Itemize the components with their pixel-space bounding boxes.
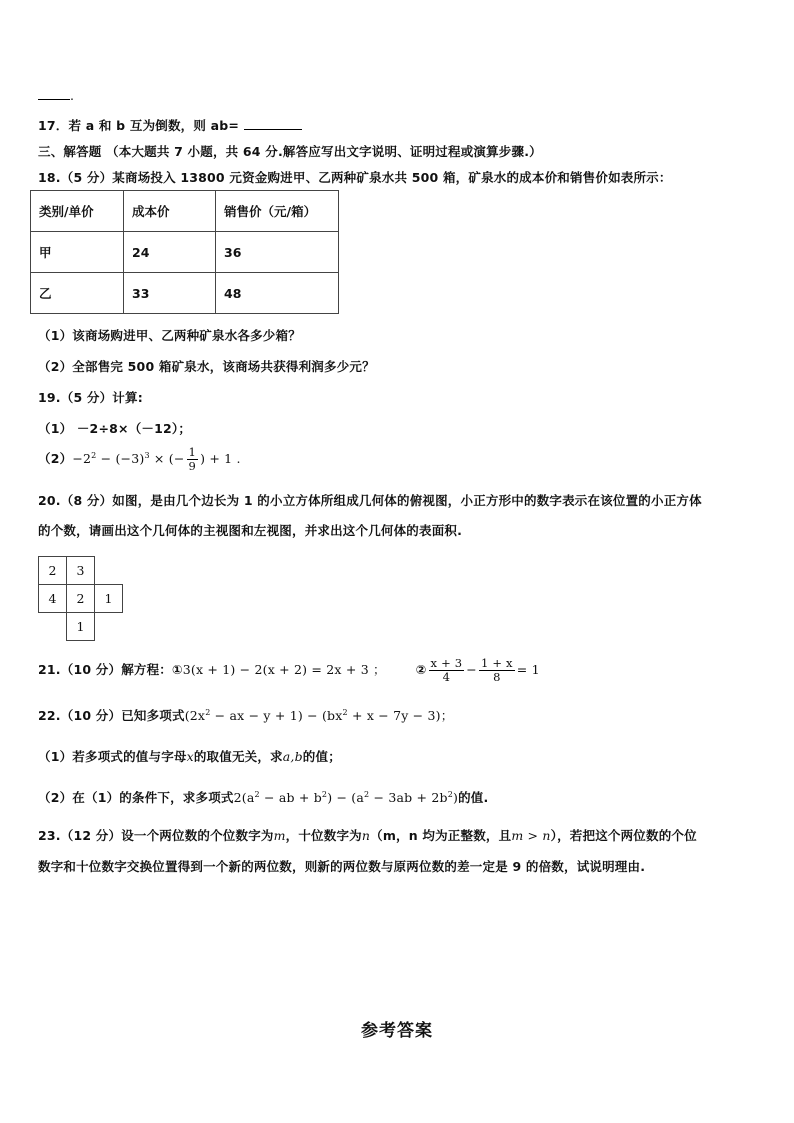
- table-row: [31, 232, 339, 273]
- table-header-cell: 类别/单价: [31, 191, 124, 232]
- question-22-text: 22.（10 分）已知多项式: [38, 708, 185, 723]
- table-header-row: [31, 191, 339, 232]
- question-18-part-2: （2）全部售完 500 箱矿泉水，该商场共获得利润多少元？: [38, 359, 375, 374]
- text: 23.（12 分）设一个两位数的个位数字为: [38, 828, 274, 843]
- tail-punctuation: .: [70, 88, 75, 103]
- exponent: 2: [321, 790, 328, 799]
- price-table: [30, 190, 339, 314]
- equation-2-label: ②: [415, 662, 427, 678]
- denominator: 9: [188, 459, 197, 474]
- answer-blank: [38, 99, 70, 100]
- grid-cell: 3: [66, 556, 95, 585]
- table-cell: 乙: [31, 273, 124, 314]
- polynomial: [185, 708, 441, 723]
- operator: −: [466, 662, 477, 678]
- text: 的值；: [302, 749, 341, 764]
- table-header-cell: 成本价: [124, 191, 216, 232]
- fraction: [429, 657, 465, 684]
- table-cell: 33: [124, 273, 216, 314]
- text: （2）在（1）的条件下，求多项式: [38, 790, 234, 805]
- term: (2x: [184, 708, 206, 723]
- text: （1）若多项式的值与字母: [38, 749, 187, 764]
- term: 2(a: [233, 790, 255, 805]
- inequality: m > n: [511, 828, 551, 843]
- exponent: 2: [91, 451, 97, 461]
- grid-cell: 4: [38, 584, 67, 613]
- text: 的值.: [458, 790, 489, 805]
- term: −2: [72, 451, 92, 467]
- term: ) + 1 .: [200, 451, 241, 467]
- table-cell: 24: [124, 232, 216, 273]
- variable: a,b: [282, 749, 303, 764]
- variable: m: [273, 828, 286, 843]
- grid-cell: 2: [38, 556, 67, 585]
- numerator: x + 3: [430, 656, 463, 670]
- question-19-part-2: [38, 446, 241, 473]
- table-cell: 36: [216, 232, 339, 273]
- question-20-line-2: 的个数，请画出这个几何体的主视图和左视图，并求出这个几何体的表面积.: [38, 523, 463, 538]
- question-20-line-1: 20.（8 分）如图，是由几个边长为 1 的小立方体所组成几何体的俯视图，小正方形中的数字表示在该位置的小正方体: [38, 493, 702, 508]
- math-expression: [234, 790, 459, 805]
- math-expression: [72, 445, 241, 474]
- fraction: [479, 657, 515, 684]
- text: （m，n 均为正整数，且: [370, 828, 512, 843]
- question-23-line-2: 数字和十位数字交换位置得到一个新的两位数，则新的两位数与原两位数的差一定是 9 的倍数，试说明理由.: [38, 859, 646, 874]
- exponent: 2: [254, 790, 260, 799]
- question-21: [38, 657, 540, 684]
- exponent: 2: [342, 708, 348, 717]
- question-21-text: 21.（10 分）解方程：①: [38, 662, 183, 678]
- question-19-part-1: （1） －2÷8×（－12）；: [38, 421, 192, 436]
- text: ），若把这个两位数的个位: [550, 828, 697, 843]
- numerator: 1: [188, 445, 197, 459]
- part-label: （2）: [38, 451, 73, 467]
- grid-cell: 2: [66, 584, 95, 613]
- term: − ax − y + 1) − (bx: [210, 708, 343, 723]
- answer-blank: [244, 129, 302, 130]
- question-23-line-1: [38, 826, 697, 844]
- question-18-part-1: （1）该商场购进甲、乙两种矿泉水各多少箱？: [38, 328, 301, 343]
- variable: n: [361, 828, 371, 843]
- denominator: 8: [493, 670, 501, 685]
- text: 的取值无关，求: [193, 749, 283, 764]
- table-cell: 甲: [31, 232, 124, 273]
- separator: ；: [440, 708, 454, 723]
- table-row: [31, 273, 339, 314]
- question-17: [38, 116, 302, 134]
- term: × (−: [149, 451, 185, 467]
- table-cell: 48: [216, 273, 339, 314]
- question-18: 18.（5 分）某商场投入 13800 元资金购进甲、乙两种矿泉水共 500 箱，矿泉水的成本价和销售价如表所示：: [38, 170, 672, 185]
- equation-rhs: = 1: [516, 662, 540, 678]
- exponent: 2: [205, 708, 211, 717]
- exponent: 3: [144, 451, 150, 461]
- table-header-cell: 销售价（元/箱）: [216, 191, 339, 232]
- text: ，十位数字为: [285, 828, 362, 843]
- grid-cell: 1: [66, 612, 95, 641]
- question-17-text: 17．若 a 和 b 互为倒数，则 ab=: [38, 118, 244, 133]
- term: ): [453, 790, 459, 805]
- exponent: 2: [364, 790, 370, 799]
- term: ) − (a: [327, 790, 365, 805]
- fraction: [187, 446, 199, 473]
- question-22: [38, 706, 453, 724]
- answer-section-title: 参考答案: [361, 1021, 433, 1041]
- question-22-part-1: [38, 747, 341, 765]
- separator: ；: [368, 662, 386, 678]
- previous-question-tail: [38, 88, 74, 103]
- section-heading: 三、解答题 （本大题共 7 小题，共 64 分.解答应写出文字说明、证明过程或演算步骤.）: [38, 144, 542, 159]
- equation-1: 3(x + 1) − 2(x + 2) = 2x + 3: [182, 662, 369, 678]
- question-19: 19.（5 分）计算:: [38, 390, 143, 405]
- grid-cell: 1: [94, 584, 123, 613]
- term: + x − 7y − 3): [347, 708, 441, 723]
- question-22-part-2: [38, 788, 488, 806]
- exponent: 2: [447, 790, 454, 799]
- denominator: 4: [442, 670, 451, 685]
- term: − 3ab + 2b: [369, 790, 448, 805]
- numerator: 1 + x: [480, 656, 513, 670]
- term: − ab + b: [259, 790, 322, 805]
- variable: x: [186, 749, 194, 764]
- term: − (−3): [96, 451, 145, 467]
